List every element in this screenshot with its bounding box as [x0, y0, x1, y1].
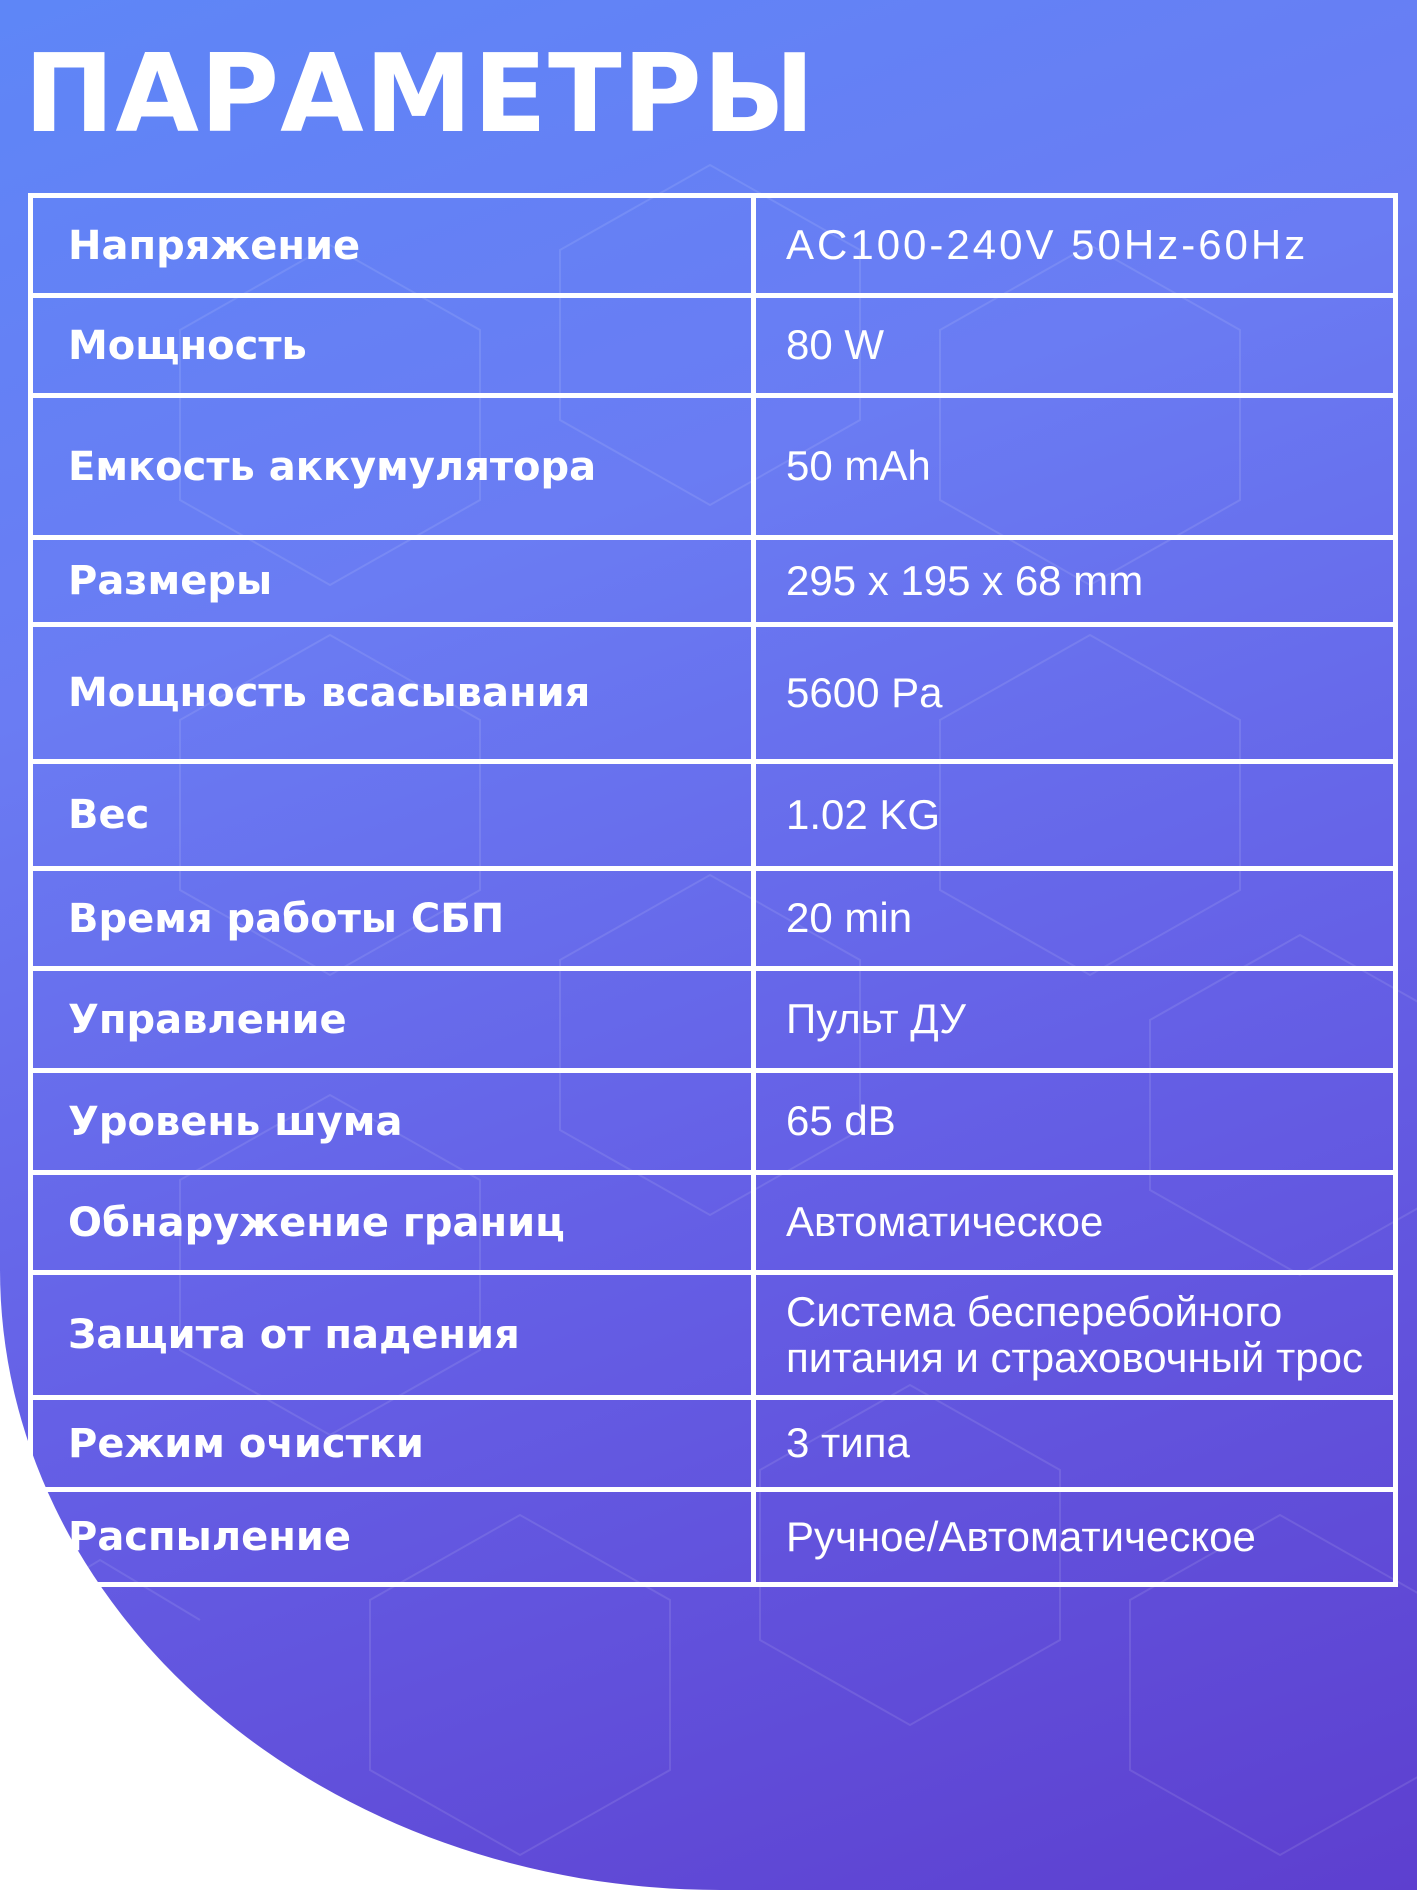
spec-label: Обнаружение границ: [31, 1173, 754, 1273]
spec-value: Система бесперебойного питания и страховочный трос: [754, 1273, 1396, 1398]
spec-value: 3 типа: [754, 1398, 1396, 1490]
spec-value: Ручное/Автоматическое: [754, 1490, 1396, 1585]
spec-label: Емкость аккумулятора: [31, 396, 754, 538]
table-row: [31, 869, 1396, 969]
spec-value: 20 min: [754, 869, 1396, 969]
spec-value: 50 mAh: [754, 396, 1396, 538]
spec-value: Автоматическое: [754, 1173, 1396, 1273]
table-row: [31, 969, 1396, 1071]
spec-label: Управление: [31, 969, 754, 1071]
table-row: [31, 1273, 1396, 1398]
spec-value: 65 dB: [754, 1071, 1396, 1173]
spec-value: 295 x 195 x 68 mm: [754, 538, 1396, 625]
spec-label: Уровень шума: [31, 1071, 754, 1173]
spec-label: Размеры: [31, 538, 754, 625]
spec-label: Распыление: [31, 1490, 754, 1585]
spec-label: Напряжение: [31, 196, 754, 296]
spec-value: 1.02 KG: [754, 762, 1396, 869]
spec-label: Вес: [31, 762, 754, 869]
spec-value: Пульт ДУ: [754, 969, 1396, 1071]
spec-value: AC100-240V 50Hz-60Hz: [754, 196, 1396, 296]
table-row: [31, 625, 1396, 762]
table-row: [31, 1071, 1396, 1173]
spec-value: 80 W: [754, 296, 1396, 396]
table-row: [31, 1398, 1396, 1490]
table-row: [31, 538, 1396, 625]
table-row: [31, 396, 1396, 538]
table-row: [31, 196, 1396, 296]
table-row: [31, 762, 1396, 869]
spec-label: Мощность: [31, 296, 754, 396]
table-row: [31, 1490, 1396, 1585]
spec-label: Мощность всасывания: [31, 625, 754, 762]
spec-label: Время работы СБП: [31, 869, 754, 969]
table-row: [31, 1173, 1396, 1273]
specs-table: [28, 193, 1398, 1587]
page-title: ПАРАМЕТРЫ: [24, 32, 816, 157]
spec-label: Защита от падения: [31, 1273, 754, 1398]
table-row: [31, 296, 1396, 396]
spec-label: Режим очистки: [31, 1398, 754, 1490]
spec-value: 5600 Pa: [754, 625, 1396, 762]
